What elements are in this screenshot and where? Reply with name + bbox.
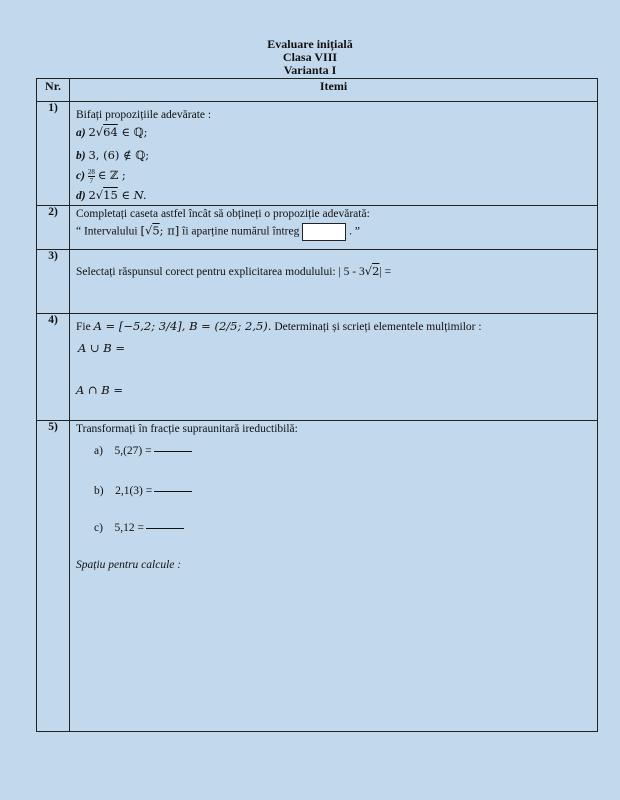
intersection-line: A ∩ B =: [76, 383, 123, 397]
table-row: [37, 102, 598, 206]
option-relation: ∈ ℚ;: [117, 125, 148, 139]
prompt-radicand: 2: [372, 264, 380, 278]
subitem-c: [94, 522, 184, 534]
set-definition: A = [−5,2; 3/4], B = (2/5; 2,5).: [93, 319, 272, 333]
subitem-label: a): [94, 445, 103, 457]
document-header: [0, 38, 620, 77]
union-line: A ∪ B =: [78, 341, 125, 355]
quote-start: “ Intervalului: [76, 225, 138, 238]
item-content: [70, 250, 598, 314]
option-radicand: 15: [103, 188, 118, 202]
item-sentence: “ Intervalului [√5; π] îi aparține numărul întreg . ”: [76, 223, 360, 241]
subitem-b: [94, 485, 192, 497]
header-class: Clasa VIII: [282, 50, 338, 64]
option-fraction: [88, 168, 95, 185]
subitem-value: 5,(27) =: [114, 445, 152, 457]
item-number: 5): [37, 421, 70, 732]
option-label: d): [76, 190, 86, 202]
fraction-denominator: 7: [89, 177, 94, 185]
option-label: a): [76, 127, 86, 139]
column-header-nr: Nr.: [37, 79, 70, 102]
answer-line[interactable]: [154, 491, 192, 492]
prompt-pre: Fie: [76, 321, 91, 333]
answer-line[interactable]: [154, 451, 192, 452]
option-relation: ∈ N.: [117, 188, 147, 202]
item-number: 1): [37, 102, 70, 206]
item-prompt: Selectați răspunsul corect pentru explicitarea modulului: | 5 - 3√2| =: [76, 264, 392, 278]
table-row: [37, 421, 598, 732]
item-content: [70, 314, 598, 421]
option-c: [76, 168, 126, 185]
option-d: d) 2√15 ∈ N.: [76, 188, 147, 202]
interval-end: ; π]: [159, 223, 180, 238]
answer-box[interactable]: [302, 223, 346, 241]
item-content: [70, 206, 598, 250]
table-row: [37, 314, 598, 421]
workspace-label: Spațiu pentru calcule :: [76, 559, 182, 571]
table-row: [37, 250, 598, 314]
option-coef: 2: [88, 125, 96, 139]
table-row: [37, 206, 598, 250]
option-label: b): [76, 150, 86, 162]
item-content: [70, 102, 598, 206]
prompt-text: Selectați răspunsul corect pentru explicitarea modulului: | 5 - 3: [76, 266, 365, 278]
item-content: [70, 421, 598, 732]
subitem-label: b): [94, 485, 104, 497]
item-number: 4): [37, 314, 70, 421]
option-a: a) 2√64 ∈ ℚ;: [76, 125, 148, 139]
prompt-post: Determinați și scrieți elementele mulțimilor :: [274, 321, 482, 333]
item-number: 3): [37, 250, 70, 314]
header-title: Evaluare inițială: [267, 37, 353, 51]
header-variant: Varianta I: [283, 63, 337, 77]
subitem-label: c): [94, 522, 103, 534]
items-table: [36, 78, 598, 732]
item-prompt: Bifați propozițiile adevărate :: [76, 109, 212, 121]
option-radicand: 64: [103, 125, 118, 139]
fraction-numerator: 28: [87, 168, 95, 176]
column-header-items: Itemi: [70, 79, 598, 102]
subitem-value: 5,12 =: [114, 522, 144, 534]
table-header-row: [37, 79, 598, 102]
option-coef: 2: [88, 188, 96, 202]
interval-radicand: 5: [152, 223, 160, 238]
prompt-end: | =: [379, 266, 392, 278]
subitem-value: 2,1(3) =: [115, 485, 153, 497]
answer-line[interactable]: [146, 528, 184, 529]
subitem-a: [94, 445, 192, 457]
option-b: [76, 148, 149, 162]
item-number: 2): [37, 206, 70, 250]
option-label: c): [76, 170, 85, 183]
item-prompt: [76, 319, 482, 333]
quote-end: . ”: [349, 225, 360, 238]
item-prompt: Completați caseta astfel încât să obțineți o propoziție adevărată:: [76, 208, 370, 220]
option-expression: 3, (6) ∉ ℚ;: [88, 148, 150, 162]
sentence-middle: îi aparține numărul întreg: [182, 225, 300, 238]
item-prompt: Transformați în fracție supraunitară ireductibilă:: [76, 423, 298, 435]
option-relation: ∈ ℤ ;: [97, 168, 126, 183]
